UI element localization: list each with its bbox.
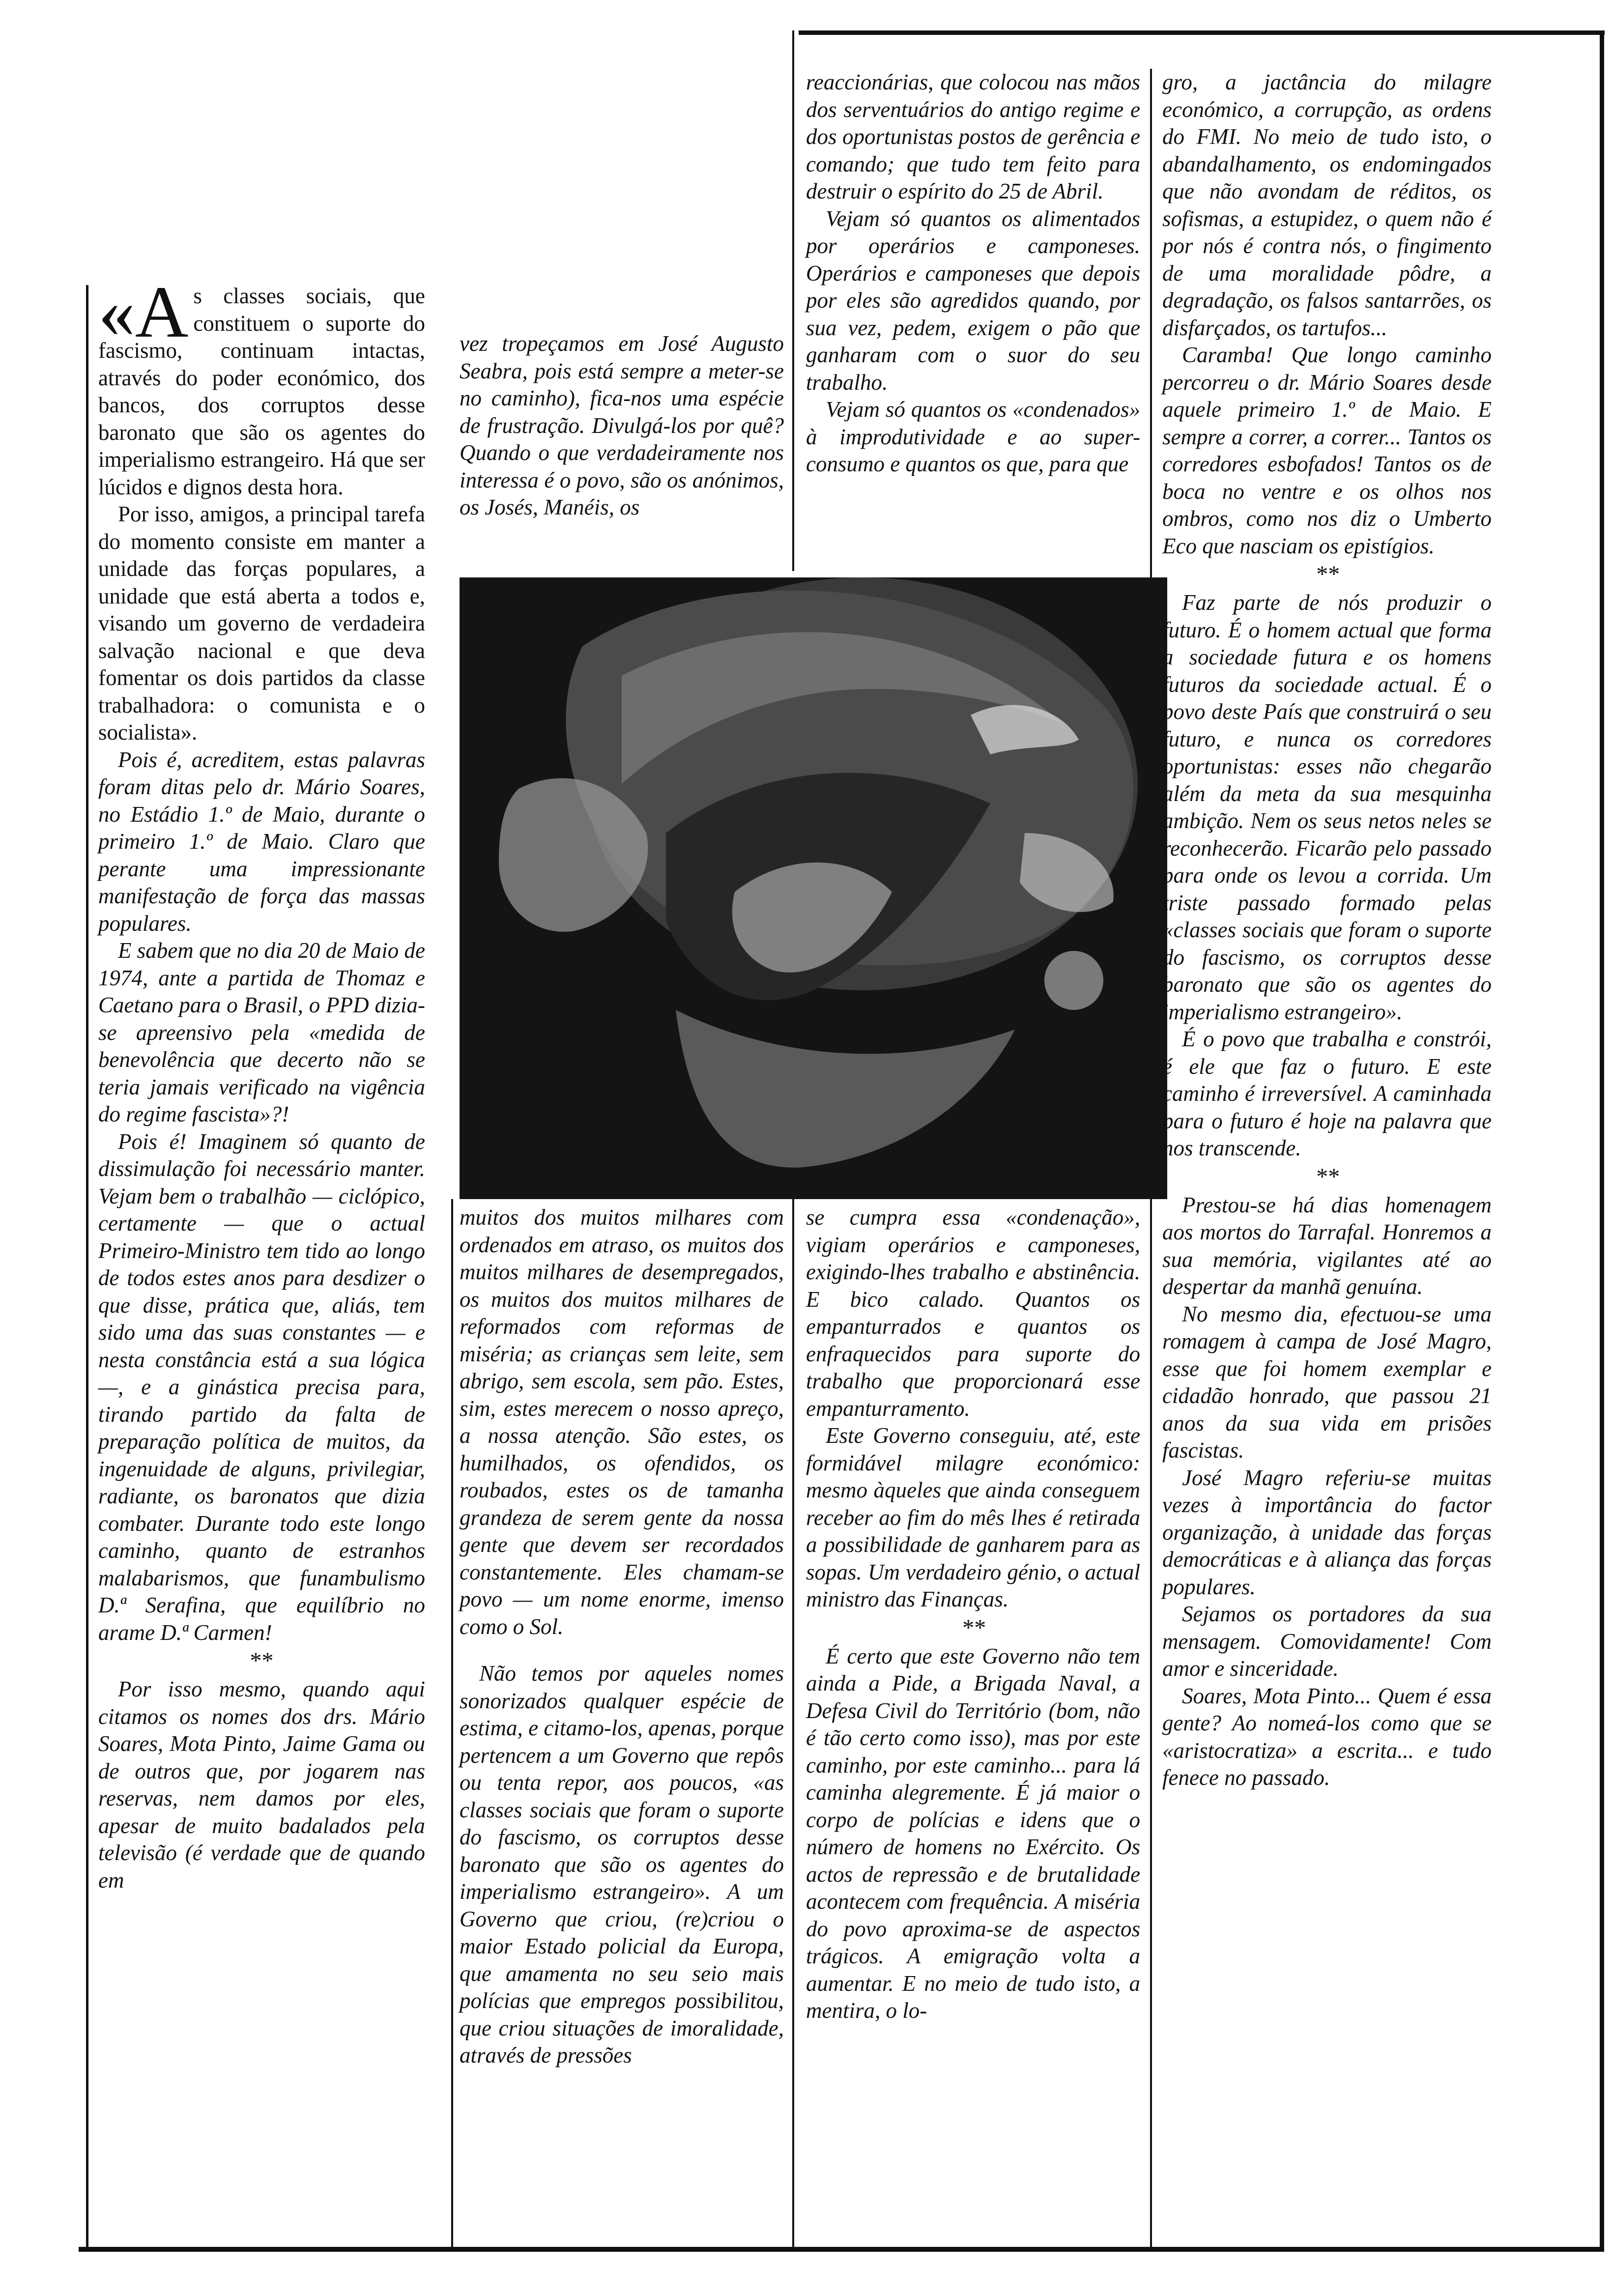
- paragraph: Soares, Mota Pinto... Quem é essa gente? Ao nomeá-los como que se «aristocratiza» a escrita... e tudo fenece no passado.: [1162, 1683, 1492, 1790]
- paragraph: Não temos por aqueles nomes sonorizados qualquer espécie de estima, e citamo-los, apenas, porque pertencem a um Governo que repôs ou tenta repor, aos poucos, «as classes sociais que foram o suporte do fascismo, os corruptos desse baronato que são os agentes do imperialismo estrangeiro». A um Governo que criou, (re)criou o maior Estado policial da Europa, que amamenta no seu seio mais polícias que empregos possibilitou, que criou situações de imoralidade, através de pressões: [460, 1661, 784, 2067]
- article-column-2-bottom: [460, 1204, 784, 2069]
- bottom-rule: [79, 2247, 1604, 2252]
- paragraph: vez tropeçamos em José Augusto Seabra, pois está sempre a meter-se no caminho), fica-nos uma espécie de frustração. Divulgá-los por quê? Quando o que verdadeiramente nos interessa é o povo, são os anónimos, os Josés, Manéis, os: [460, 331, 784, 519]
- paragraph: reaccionárias, que colocou nas mãos dos serventuários do antigo regime e dos oportunistas postos de gerência e comando; que tudo tem feito para destruir o espírito do 25 de Abril.: [806, 70, 1140, 203]
- article-column-4: [1162, 69, 1492, 1792]
- paragraph: Sejamos os portadores da sua mensagem. Comovidamente! Com amor e sinceridade.: [1162, 1602, 1492, 1681]
- paragraph: Por isso, amigos, a principal tarefa do momento consiste em manter a unidade das forças populares, a unidade que está aberta a todos e, visando um governo de verdadeira salvação nacional e que deva fomentar os dois partidos da classe trabalhadora: o comunista e o socialista».: [98, 502, 425, 745]
- paragraph: Por isso mesmo, quando aqui citamos os nomes dos drs. Mário Soares, Mota Pinto, Jaime Gama ou de outros que, por jogarem nas reservas, nem damos por eles, apesar de muito badalados pela televisão (é verdade que de quando em: [98, 1677, 425, 1893]
- right-border-rule: [1600, 30, 1604, 2252]
- left-column-rule: [86, 285, 88, 2248]
- paragraph: gro, a jactância do milagre económico, a corrupção, as ordens do FMI. No meio de tudo isto, o abandalhamento, os endomingados que não avondam de réditos, os sofismas, a estupidez, o quem não é por nós é contra nós, o fingimento de uma moralidade pôdre, a degradação, os falsos santarrões, os disfarçados, os tartufos...: [1162, 70, 1492, 340]
- paragraph: Prestou-se há dias homenagem aos mortos do Tarrafal. Honremos a sua memória, vigilantes até ao despertar da manhã genuína.: [1162, 1192, 1492, 1299]
- paragraph: Este Governo conseguiu, até, este formidável milagre económico: mesmo àqueles que ainda conseguem receber ao fim do mês lhes é retirada a possibilidade de ganharem para as sopas. Um verdadeiro génio, o actual ministro das Finanças.: [806, 1423, 1140, 1611]
- photo-illustration: [460, 577, 1167, 1199]
- paragraph: muitos dos muitos milhares com ordenados em atraso, os muitos dos muitos milhares de desempregados, os muitos dos muitos milhares de reformados com reformas de miséria; as crianças sem leite, sem abrigo, sem escola, sem pão. Estes, sim, estes merecem o nosso apreço, a nossa atenção. São estes, os humilhados, os ofendidos, os roubados, estes os de tamanha grandeza de serem gente da nossa gente que devem ser recordados constantemente. Eles chamam-se povo — um nome enorme, imenso como o Sol.: [460, 1205, 784, 1639]
- section-separator: **: [961, 1614, 985, 1641]
- paragraph: Pois é, acreditem, estas palavras foram ditas pelo dr. Mário Soares, no Estádio 1.º de Maio, durante o primeiro 1.º de Maio. Claro que perante uma impressionante manifestação de força das massas populares.: [98, 747, 425, 936]
- paragraph: E sabem que no dia 20 de Maio de 1974, ante a partida de Thomaz e Caetano para o Brasil, o PPD dizia-se apreensivo pela «medida de benevolência que decerto não se teria jamais verificado na vigência do regime fascista»?!: [98, 938, 425, 1126]
- paragraph: Faz parte de nós produzir o futuro. É o homem actual que forma a sociedade futura e os homens futuros da sociedade actual. É o povo deste País que construirá o seu futuro, e nunca os corredores oportunistas: esses não chegarão além da meta da sua mesquinha ambição. Nem os seus netos neles se reconhecerão. Ficarão pelo passado para onde os levou a corrida. Um triste passado formado pelas «classes sociais que foram o suporte do fascismo, os corruptos desse baronato que são os agentes do imperialismo estrangeiro».: [1162, 590, 1492, 1024]
- column-rule-2-3: [792, 1199, 794, 2248]
- paragraph: Vejam só quantos os alimentados por operários e camponeses. Operários e camponeses que depois por eles são agredidos quando, por sua vez, pedem, exigem o pão que ganharam com o suor do seu trabalho.: [806, 206, 1140, 395]
- article-column-3-top: [806, 69, 1140, 478]
- paragraph: José Magro referiu-se muitas vezes à importância do factor organização, à unidade das forças democráticas e à aliança das forças populares.: [1162, 1465, 1492, 1599]
- section-separator: **: [1315, 561, 1339, 587]
- paragraph: No mesmo dia, efectuou-se uma romagem à campa de José Magro, esse que foi homem exemplar e cidadão honrado, que passou 21 anos da sua vida em prisões fascistas.: [1162, 1301, 1492, 1463]
- top-rule: [799, 30, 1605, 35]
- paragraph: Caramba! Que longo caminho percorreu o dr. Mário Soares desde aquele primeiro 1.º de Maio. E sempre a correr, a correr... Tantos os corredores esbofados! Tantos os de boca no ventre e os olhos nos ombros, como nos diz o Umberto Eco que nasciam os epistígios.: [1162, 343, 1492, 558]
- column-rule-3-4-top: [792, 30, 794, 571]
- article-column-1: [98, 271, 425, 1894]
- paragraph: É o povo que trabalha e constrói, é ele que faz o futuro. E este caminho é irreversível. A caminhada para o futuro é hoje na palavra que nos transcende.: [1162, 1027, 1492, 1160]
- paragraph: Vejam só quantos os «condenados» à improdutividade e ao super-consumo e quantos os que, para que: [806, 397, 1140, 476]
- paragraph: É certo que este Governo não tem ainda a Pide, a Brigada Naval, a Defesa Civil do Território (bom, não é tão certo como isso), mas por este caminho, por este caminho... para lá caminha alegremente. É já maior o corpo de polícias e idens que o número de homens no Exército. Os actos de repressão e de brutalidade acontecem com frequência. A miséria do povo aproxima-se de aspectos trágicos. A emigração volta a aumentar. E no meio de tudo isto, a mentira, o lo-: [806, 1643, 1140, 2023]
- column-rule-1-2: [451, 1199, 453, 2248]
- article-photo: [460, 577, 1167, 1199]
- article-column-3-bottom: [806, 1204, 1140, 2025]
- section-separator: **: [1315, 1163, 1339, 1190]
- paragraph: se cumpra essa «condenação», vigiam operários e camponeses, exigindo-lhes trabalho e abstinência. E bico calado. Quantos os empanturrados e quantos os enfraquecidos para suporte do trabalho que proporcionará esse empanturramento.: [806, 1205, 1140, 1421]
- drop-cap: «A: [98, 271, 189, 353]
- article-column-2-top: [460, 330, 784, 521]
- section-separator: **: [250, 1648, 274, 1674]
- paragraph: Pois é! Imaginem só quanto de dissimulação foi necessário manter. Vejam bem o trabalhão — ciclópico, certamente — que o actual Primeiro-Ministro tem tido ao longo de todos estes anos para desdizer o que disse, prática que, aliás, tem sido uma das suas constantes — e nesta constância está a sua lógica —, e a ginástica precisa para, tirando partido da falta de preparação política de muitos, da ingenuidade de alguns, privilegiar, radiante, os baronatos que dizia combater. Durante todo este longo caminho, quanto de estranhos malabarismos, que funambulismo D.ª Serafina, que equilíbrio no arame D.ª Carmen!: [98, 1129, 425, 1645]
- lead-paragraph: «A s classes sociais, que constituem o suporte do fascismo, continuam intactas, através do poder económico, dos bancos, dos corruptos desse baronato que são os agentes do imperialismo estrangeiro. Há que ser lúcidos e dignos desta hora.: [98, 271, 425, 499]
